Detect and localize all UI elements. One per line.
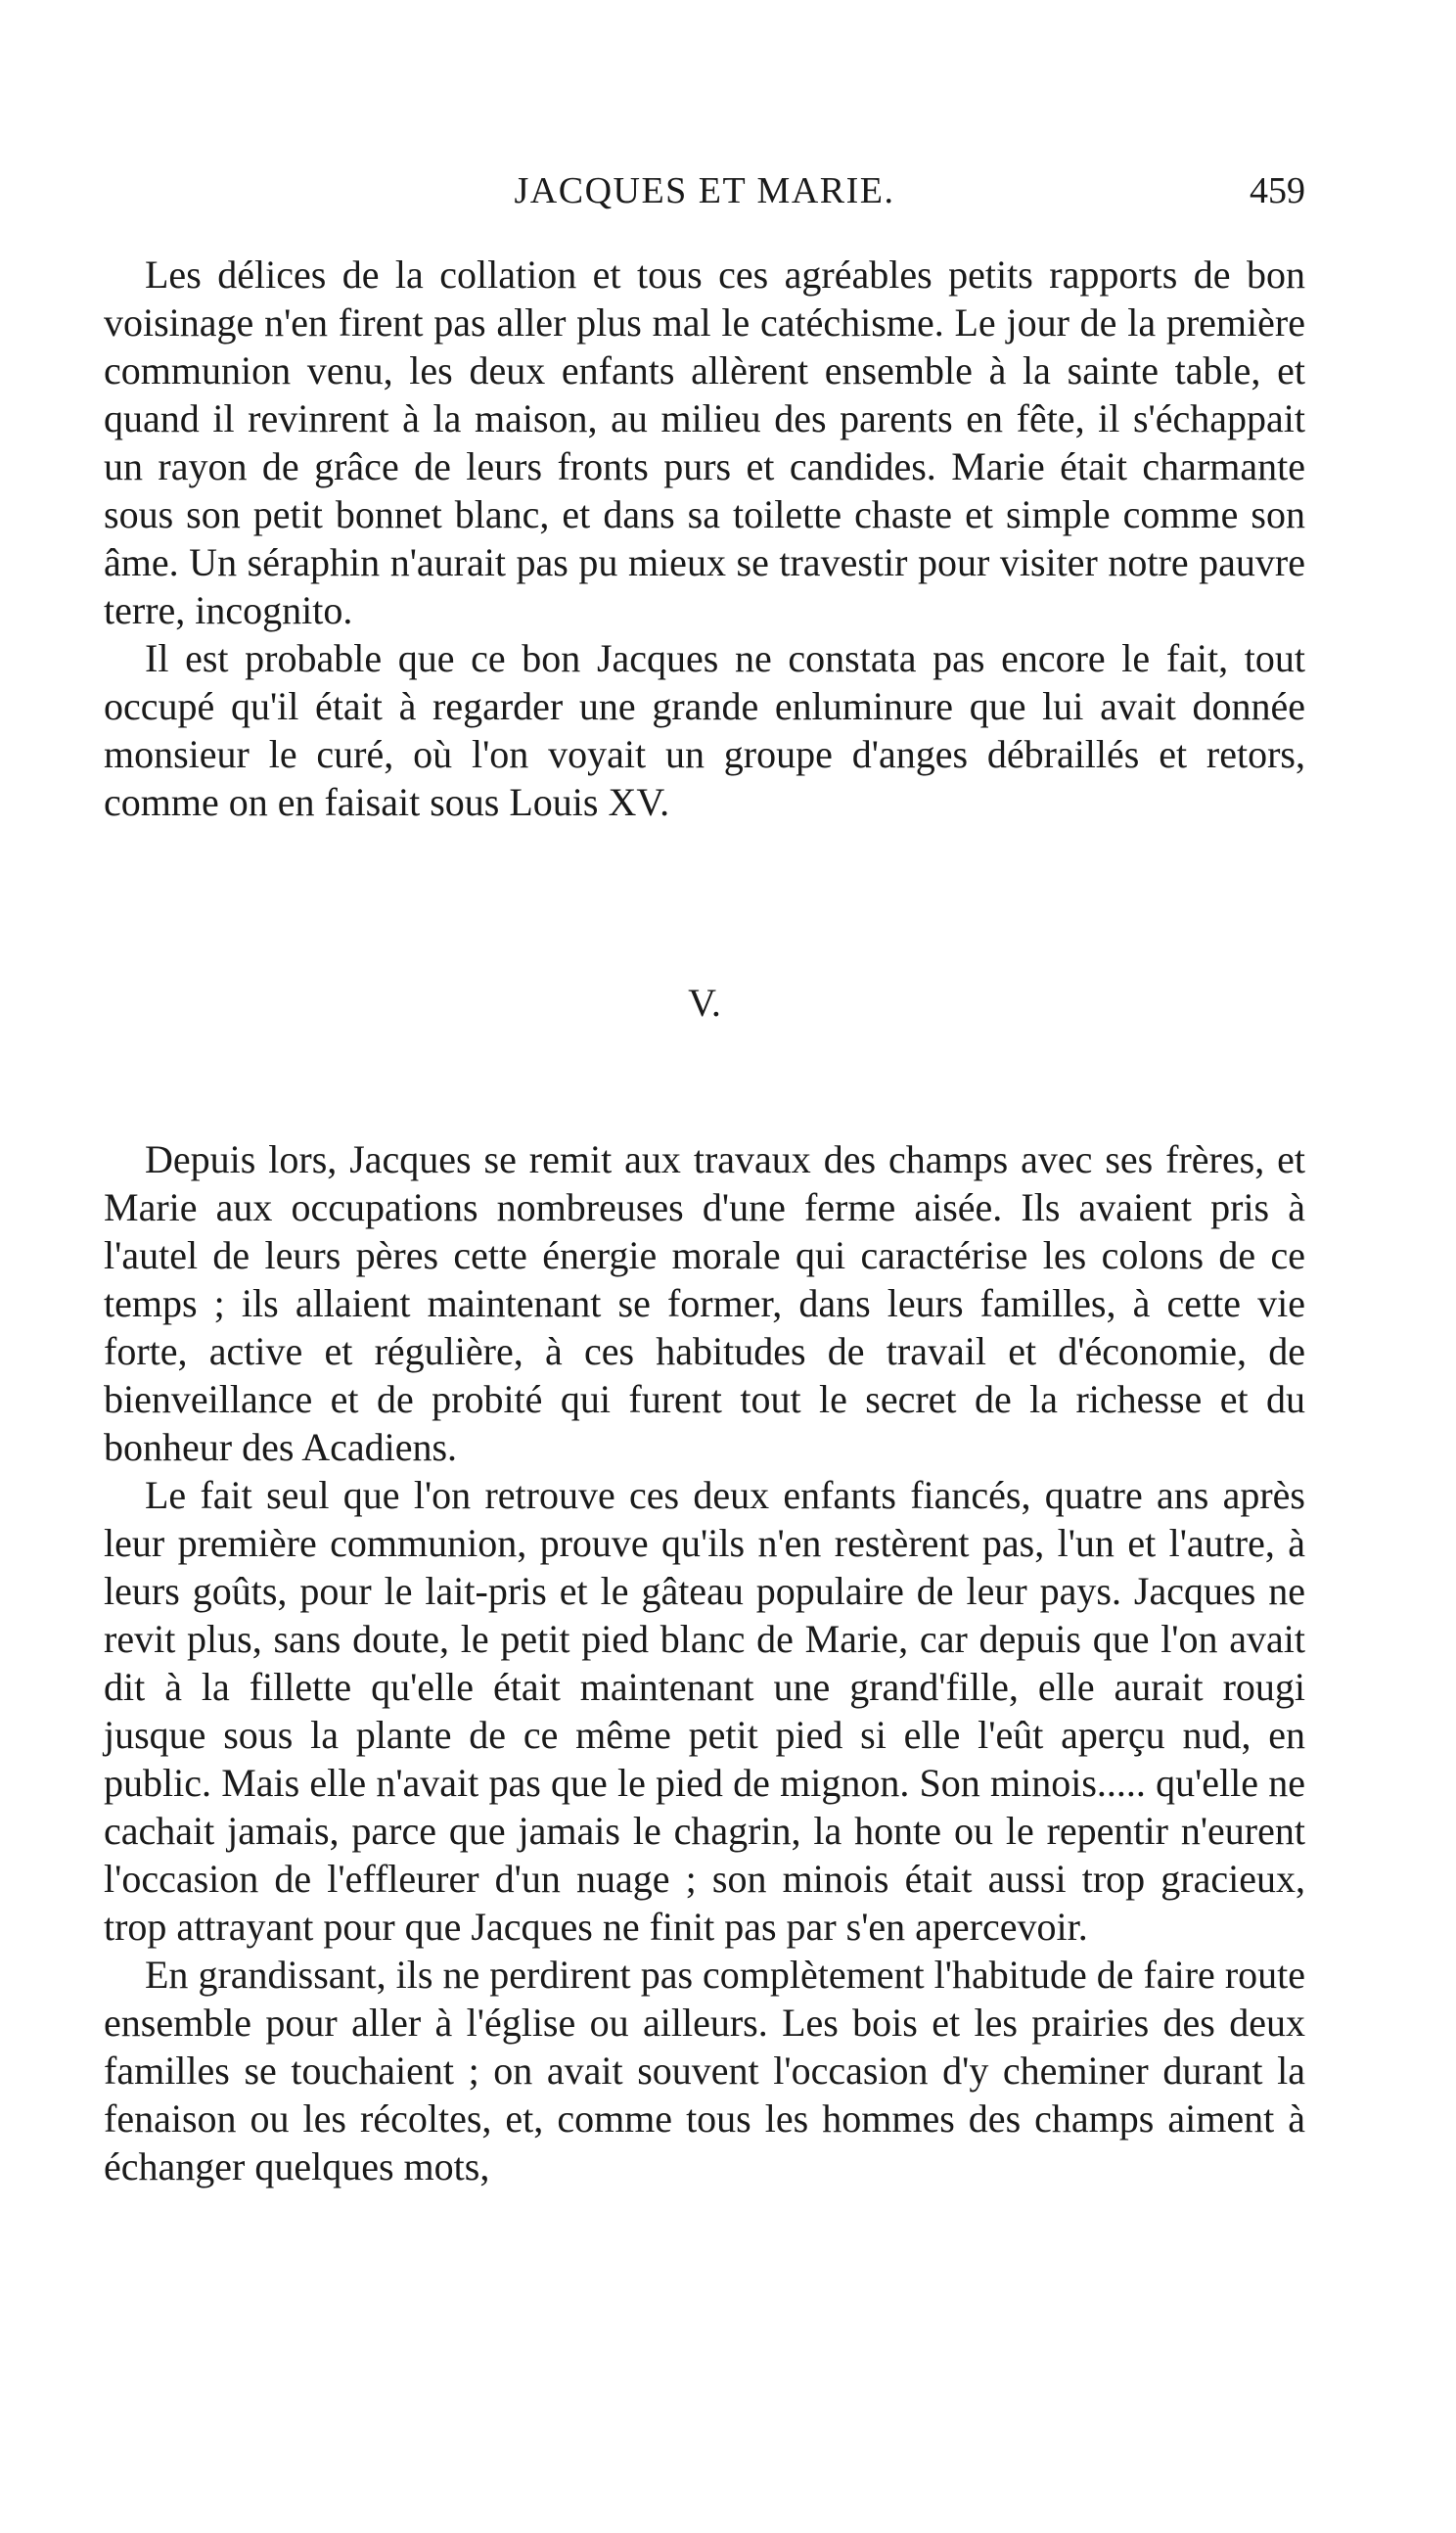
running-head xyxy=(104,166,1305,215)
paragraph: Le fait seul que l'on retrouve ces deux enfants fiancés, quatre ans après leur première communion, prouve qu'ils n'en restèrent pas, l'un et l'autre, à leurs goûts, pour le lait-pris et le gâteau populaire de leur pays. Jacques ne revit plus, sans doute, le petit pied blanc de Marie, car depuis que l'on avait dit à la fillette qu'elle était maintenant une grand'fille, elle aurait rougi jusque sous la plante de ce même petit pied si elle l'eût aperçu nud, en public. Mais elle n'avait pas que le pied de mignon. Son minois..... qu'elle ne cachait jamais, parce que jamais le chagrin, la honte ou le repentir n'eurent l'occasion de l'effleurer d'un nuage ; son minois était aussi trop gracieux, trop attrayant pour que Jacques ne finit pas par s'en apercevoir. xyxy=(104,1473,1305,1949)
paragraph: En grandissant, ils ne perdirent pas complètement l'habitude de faire route ensemble pour aller à l'église ou ailleurs. Les bois et les prairies des deux familles se touchaient ; on avait souvent l'occasion d'y cheminer durant la fenaison ou les récoltes, et, comme tous les hommes des champs aiment à échanger quelques mots, xyxy=(104,1953,1305,2188)
paragraph: Il est probable que ce bon Jacques ne constata pas encore le fait, tout occupé qu'il était à regarder une grande enluminure que lui avait donnée monsieur le curé, où l'on voyait un groupe d'anges débraillés et retors, comme on en faisait sous Louis XV. xyxy=(104,636,1305,824)
paragraph: Depuis lors, Jacques se remit aux travaux des champs avec ses frères, et Marie aux occupations nombreuses d'une ferme aisée. Ils avaient pris à l'autel de leurs pères cette énergie morale qui caractérise les colons de ce temps ; ils allaient maintenant se former, dans leurs familles, à cette vie forte, active et régulière, à ces habitudes de travail et d'économie, de bienveillance et de probité qui furent tout le secret de la richesse et du bonheur des Acadiens. xyxy=(104,1137,1305,1469)
text-block-after xyxy=(104,1135,1305,2190)
running-title: JACQUES ET MARIE. xyxy=(514,170,895,211)
section-heading: V. xyxy=(688,981,721,1025)
page-number: 459 xyxy=(1250,170,1305,211)
paragraph: Les délices de la collation et tous ces agréables petits rapports de bon voisinage n'en firent pas aller plus mal le catéchisme. Le jour de la première communion venu, les deux enfants allèrent ensemble à la sainte table, et quand il revinrent à la maison, au milieu des parents en fête, il s'échappait un rayon de grâce de leurs fronts purs et candides. Marie était charmante sous son petit bonnet blanc, et dans sa toilette chaste et simple comme son âme. Un séraphin n'aurait pas pu mieux se travestir pour visiter notre pauvre terre, incognito. xyxy=(104,253,1305,632)
text-block-before xyxy=(104,251,1305,826)
